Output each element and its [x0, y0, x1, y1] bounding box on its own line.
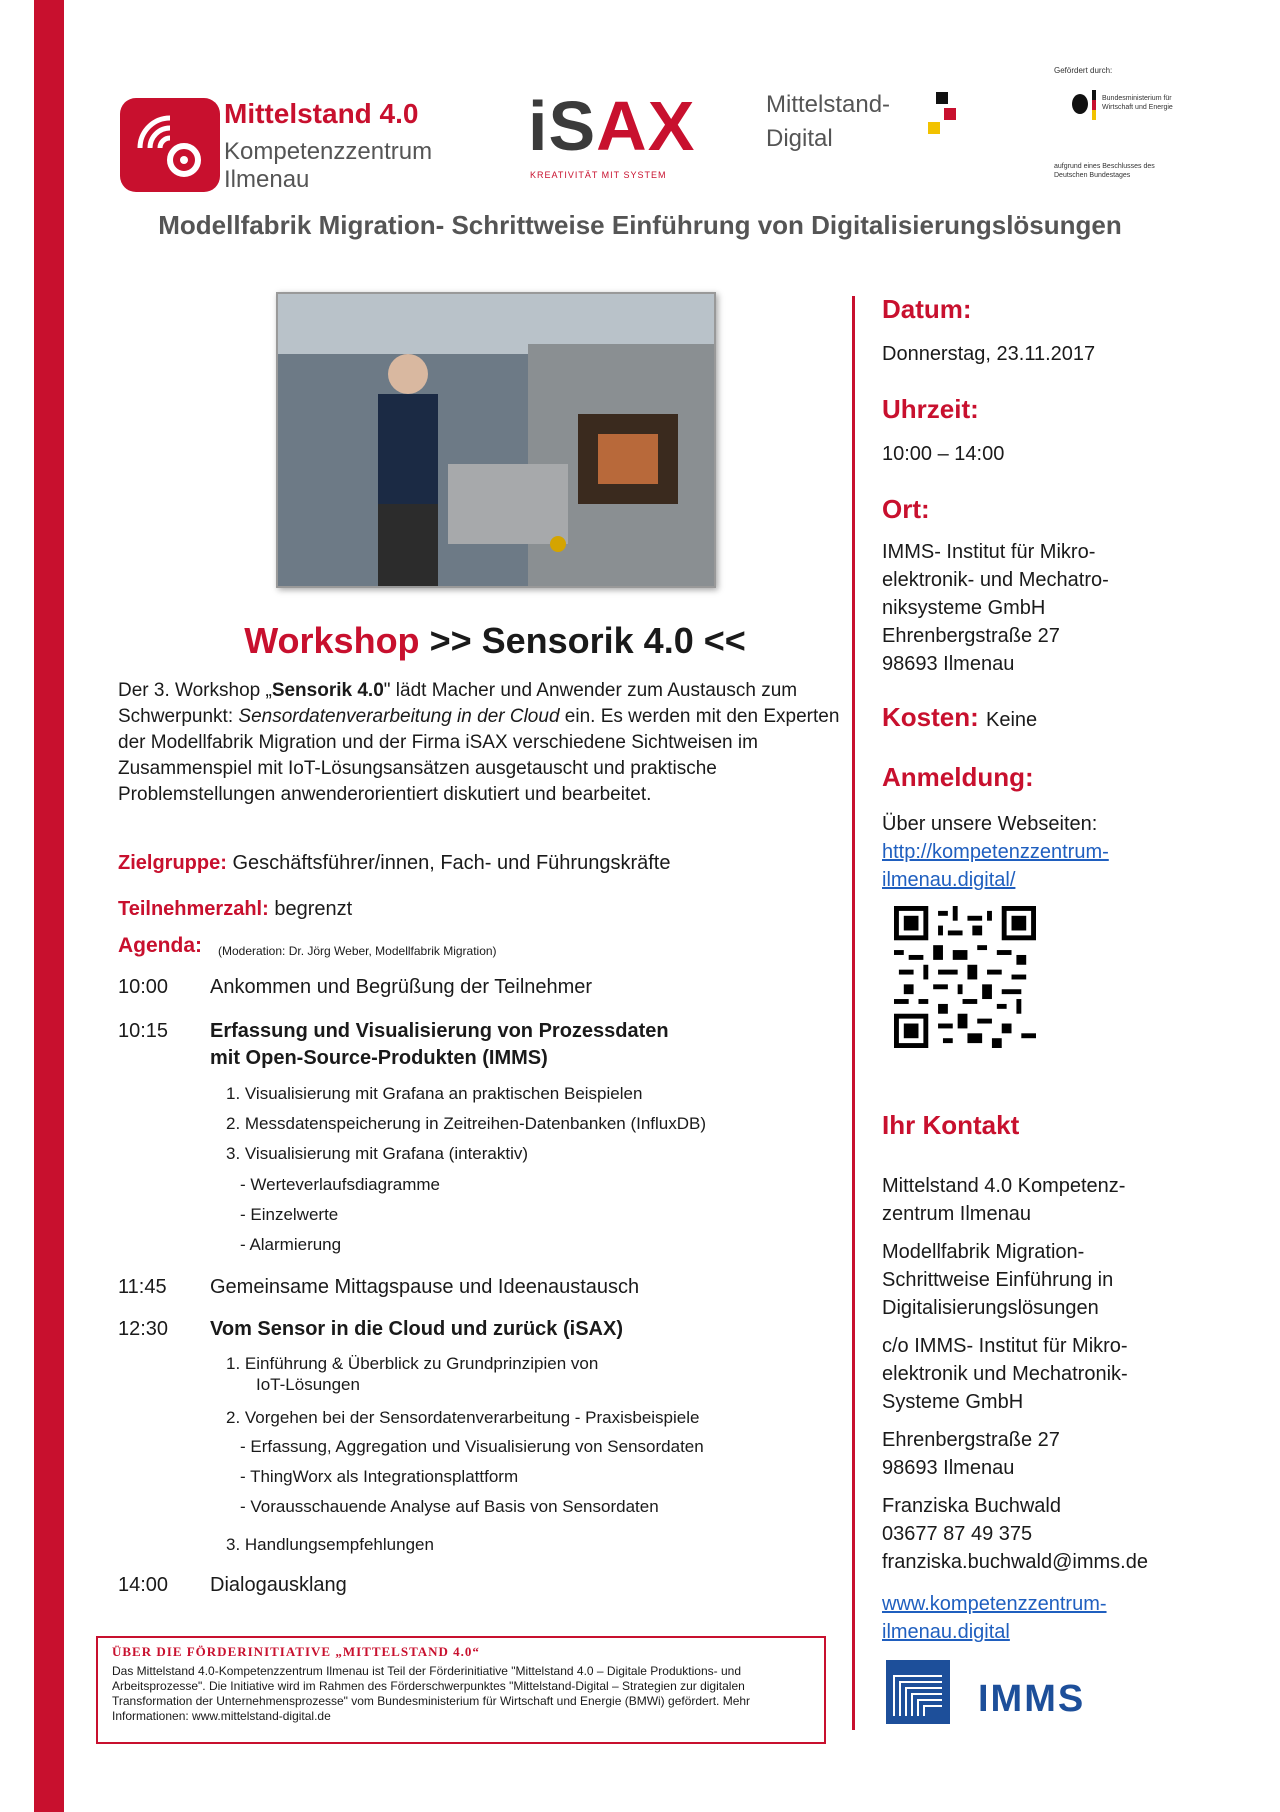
mdig-line: Digital — [766, 125, 833, 152]
agenda-time: 10:00 — [118, 976, 169, 998]
agenda-item-title: Erfassung und Visualisierung von Prozessdaten — [210, 1020, 669, 1042]
anmeldung-block — [882, 810, 1222, 894]
ort-address — [882, 538, 1222, 678]
funding-info-text: Das Mittelstand 4.0-Kompetenzzentrum Ilmenau ist Teil der Förderinitiative "Mittelstand 4.0 – Digitale Produktions- und Arbeitsprozesse". Die Initiative wird im Rahmen des Förderschwerpunktes "Mittelstand-Digital – Strategien zur digitalen Transformation der Unternehmensprozesse" vom Bundesministerium für Wirtschaft und Energie (BMWi) gefördert. Mehr Informationen: www.mittelstand-digital.de — [112, 1664, 751, 1723]
intro-focus-topic: Sensordatenverarbeitung in der Cloud — [238, 706, 560, 727]
intro-text: " lädt Macher und Anwender zum Austausch zum Schwerpunkt: — [118, 680, 798, 727]
isax-logo — [528, 86, 695, 166]
datum-heading: Datum: — [882, 294, 972, 324]
teilnehmerzahl — [118, 898, 352, 921]
isax-logo-is: iS — [528, 87, 597, 165]
column-divider — [852, 296, 855, 1730]
workshop-topic: >> Sensorik 4.0 << — [429, 620, 746, 661]
logo-sub-line: Kompetenzzentrum — [224, 138, 433, 165]
imms-logo-text: IMMS — [978, 1678, 1086, 1720]
address-line: IMMS- Institut für Mikro- — [882, 541, 1096, 563]
address-line: niksysteme GmbH — [882, 597, 1046, 619]
agenda-subpoint: - Alarmierung — [240, 1235, 342, 1254]
zielgruppe — [118, 852, 670, 875]
kontakt-line: Mittelstand 4.0 Kompetenz- — [882, 1175, 1126, 1197]
address-line: 98693 Ilmenau — [882, 653, 1015, 675]
anmeldung-link[interactable]: ilmenau.digital/ — [882, 869, 1016, 891]
agenda-subitem: 1. Einführung & Überblick zu Grundprinzipien von — [226, 1354, 599, 1373]
mittelstand-40-logo-subtitle — [224, 138, 432, 194]
website-block — [882, 1590, 1222, 1646]
intro-text: Der 3. Workshop „ — [118, 680, 272, 701]
agenda-time: 11:45 — [118, 1276, 167, 1298]
agenda-subitem: 1. Visualisierung mit Grafana an praktischen Beispielen — [226, 1084, 643, 1103]
anmeldung-heading: Anmeldung: — [882, 762, 1034, 792]
left-red-stripe — [34, 0, 64, 1812]
uhrzeit-heading: Uhrzeit: — [882, 394, 979, 424]
agenda-subitem: 3. Visualisierung mit Grafana (interaktiv) — [226, 1144, 529, 1163]
workshop-photo — [276, 292, 716, 588]
isax-tagline: KREATIVITÄT MIT SYSTEM — [530, 170, 667, 180]
anmeldung-link[interactable]: http://kompetenzzentrum- — [882, 841, 1109, 863]
agenda-item: Ankommen und Begrüßung der Teilnehmer — [210, 976, 593, 998]
agenda-subitem: 3. Handlungsempfehlungen — [226, 1535, 434, 1554]
kontakt-line: Digitalisierungslösungen — [882, 1297, 1099, 1319]
page-title: Modellfabrik Migration- Schrittweise Einführung von Digitalisierungslösungen — [158, 210, 1122, 240]
agenda-item-title: Vom Sensor in die Cloud und zurück (iSAX) — [210, 1318, 623, 1340]
zielgruppe-label: Zielgruppe: — [118, 852, 227, 874]
isax-logo-ax: AX — [596, 87, 696, 165]
agenda-subpoint: - Einzelwerte — [240, 1205, 339, 1224]
mittelstand-digital-dots-icon — [920, 92, 960, 142]
agenda-subpoint: - ThingWorx als Integrationsplattform — [240, 1467, 519, 1486]
intro-text: ein. Es werden mit den Experten der Modellfabrik Migration und der Firma iSAX verschiedene Sichtweisen im Zusammenspiel mit IoT-Lösungsansätzen ausgetauscht und praktische Problemstellungen anwenderorientiert diskutiert und bearbeitet. — [118, 706, 840, 805]
agenda-subpoint: - Erfassung, Aggregation und Visualisierung von Sensordaten — [240, 1437, 704, 1456]
kosten-label: Kosten: — [882, 702, 979, 732]
kosten-value: Keine — [986, 709, 1038, 731]
agenda-subitem: 2. Vorgehen bei der Sensordatenverarbeitung - Praxisbeispiele — [226, 1408, 700, 1427]
intro-workshop-name: Sensorik 4.0 — [271, 680, 384, 701]
agenda-time: 12:30 — [118, 1318, 169, 1340]
website-link[interactable]: ilmenau.digital — [882, 1621, 1010, 1643]
workshop-heading — [200, 620, 790, 662]
mittelstand-digital-logo — [766, 88, 890, 156]
bmwi-bundestag-note: aufgrund eines Beschlusses des Deutschen Bundestages — [1054, 163, 1155, 179]
datum-value: Donnerstag, 23.11.2017 — [882, 343, 1096, 365]
uhrzeit-value: 10:00 – 14:00 — [882, 443, 1005, 465]
kontakt-block-1 — [882, 1172, 1222, 1228]
workshop-word: Workshop — [244, 620, 420, 661]
kontakt-line: 98693 Ilmenau — [882, 1457, 1015, 1479]
teilnehmer-label: Teilnehmerzahl: — [118, 898, 269, 920]
agenda-time: 14:00 — [118, 1574, 169, 1596]
agenda-label: Agenda: — [118, 934, 202, 957]
kontakt-line: elektronik und Mechatronik- — [882, 1363, 1128, 1385]
imms-logo-icon — [886, 1660, 950, 1724]
kosten-heading — [882, 702, 1037, 733]
kontakt-block-2 — [882, 1238, 1222, 1322]
kontakt-email[interactable]: franziska.buchwald@imms.de — [882, 1551, 1148, 1573]
website-link[interactable]: www.kompetenzzentrum- — [882, 1593, 1107, 1615]
kontakt-block-4 — [882, 1426, 1222, 1482]
agenda-subpoint: - Werteverlaufsdiagramme — [240, 1175, 440, 1194]
kontakt-line: Modellfabrik Migration- — [882, 1241, 1085, 1263]
qr-code-icon[interactable] — [892, 906, 1038, 1048]
agenda-item-title: mit Open-Source-Produkten (IMMS) — [210, 1047, 548, 1069]
address-line: Ehrenbergstraße 27 — [882, 625, 1060, 647]
agenda-subitem: IoT-Lösungen — [256, 1375, 360, 1394]
agenda-subpoint: - Vorausschauende Analyse auf Basis von Sensordaten — [240, 1497, 659, 1516]
kontakt-name: Franziska Buchwald — [882, 1495, 1061, 1517]
agenda-time: 10:15 — [118, 1020, 169, 1042]
federal-eagle-icon — [1070, 92, 1090, 116]
german-flag-icon — [1092, 90, 1096, 120]
mittelstand-40-logo-title: Mittelstand 4.0 — [224, 98, 419, 129]
kontakt-heading: Ihr Kontakt — [882, 1110, 1020, 1140]
kontakt-line: zentrum Ilmenau — [882, 1203, 1031, 1225]
agenda-item: Gemeinsame Mittagspause und Ideenaustausch — [210, 1276, 640, 1298]
mittelstand-40-logo-icon — [120, 98, 220, 192]
agenda-moderation-note: (Moderation: Dr. Jörg Weber, Modellfabrik Migration) — [218, 944, 497, 958]
kontakt-block-3 — [882, 1332, 1222, 1416]
anmeldung-text: Über unsere Webseiten: — [882, 813, 1098, 835]
ort-heading: Ort: — [882, 494, 930, 524]
mdig-line: Mittelstand- — [766, 91, 891, 118]
funding-info-heading: ÜBER DIE FÖRDERINITIATIVE „MITTELSTAND 4.0“ — [112, 1644, 480, 1659]
bmwi-name: Bundesministerium für Wirtschaft und Energie — [1102, 95, 1173, 111]
kontakt-phone: 03677 87 49 375 — [882, 1523, 1033, 1545]
kontakt-line: c/o IMMS- Institut für Mikro- — [882, 1335, 1128, 1357]
kontakt-line: Ehrenbergstraße 27 — [882, 1429, 1060, 1451]
kontakt-block-5 — [882, 1492, 1222, 1576]
teilnehmer-value: begrenzt — [274, 898, 353, 920]
zielgruppe-value: Geschäftsführer/innen, Fach- und Führungskräfte — [232, 852, 671, 874]
bmwi-funded-label: Gefördert durch: — [1054, 66, 1113, 75]
kontakt-line: Systeme GmbH — [882, 1391, 1024, 1413]
intro-paragraph — [118, 678, 840, 808]
address-line: elektronik- und Mechatro- — [882, 569, 1109, 591]
logo-sub-line: Ilmenau — [224, 166, 310, 193]
kontakt-line: Schrittweise Einführung in — [882, 1269, 1114, 1291]
agenda-subitem: 2. Messdatenspeicherung in Zeitreihen-Datenbanken (InfluxDB) — [226, 1114, 707, 1133]
agenda-item: Dialogausklang — [210, 1574, 347, 1596]
